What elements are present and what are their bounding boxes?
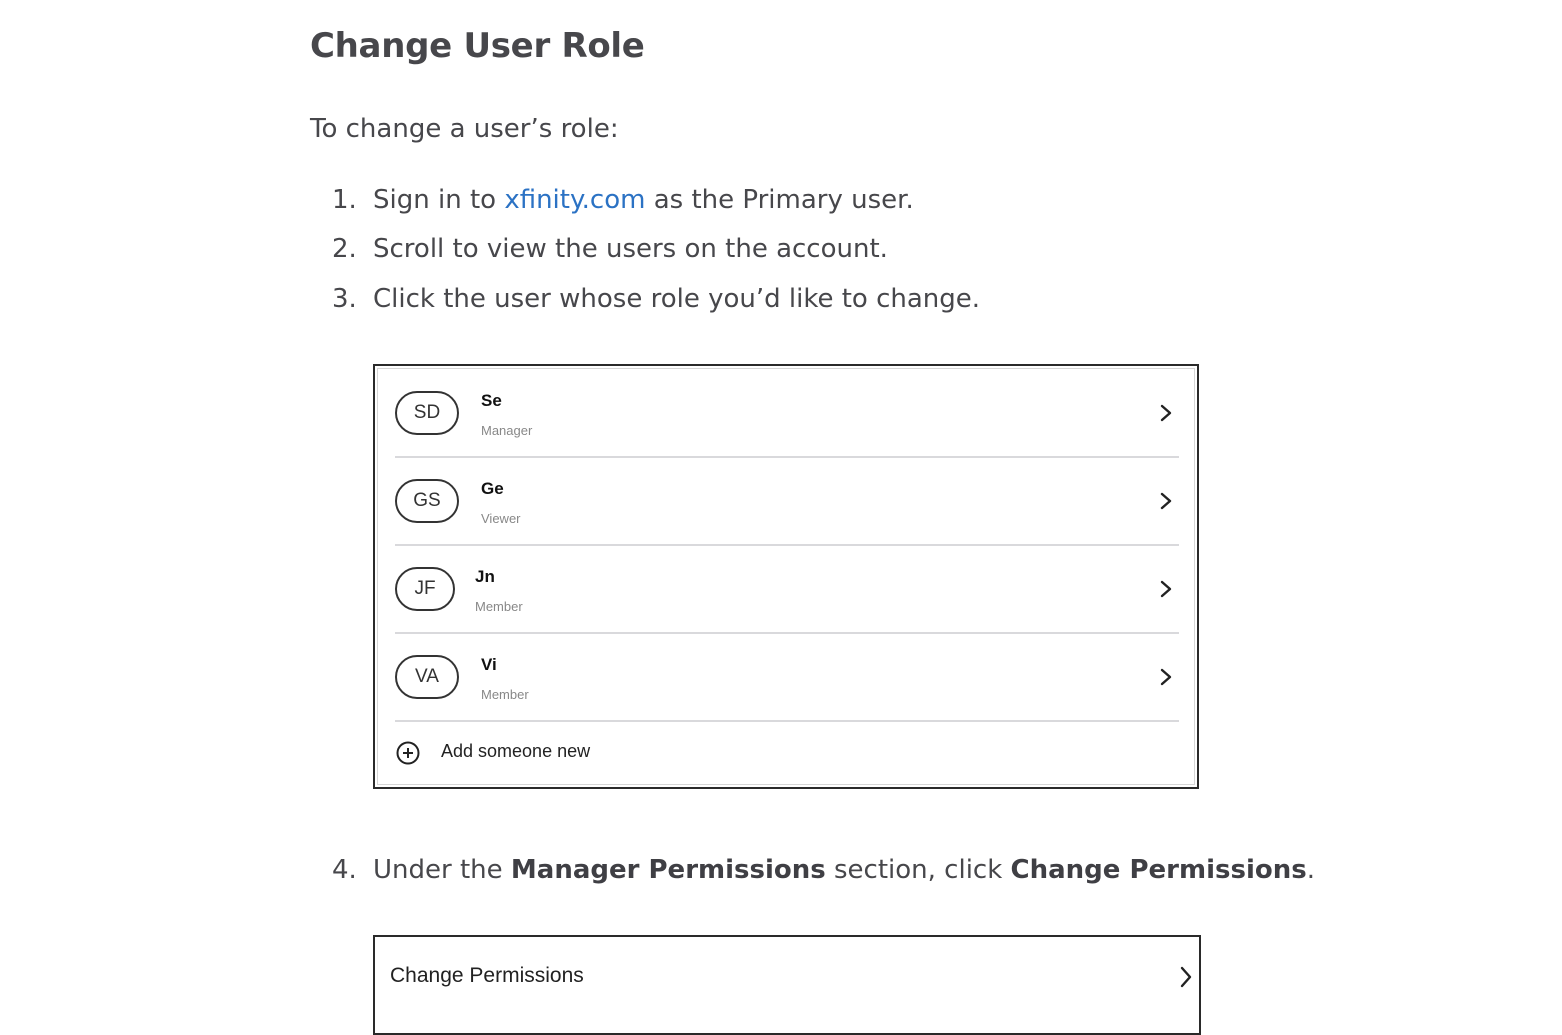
user-role: Member	[475, 599, 523, 614]
xfinity-link[interactable]: xfinity.com	[504, 185, 646, 215]
user-role: Member	[481, 687, 529, 702]
user-role: Viewer	[481, 511, 521, 526]
step-number: 1.	[332, 185, 357, 215]
chevron-right-icon[interactable]	[1179, 965, 1193, 989]
manager-permissions-bold: Manager Permissions	[510, 855, 826, 885]
change-permissions-bold: Change Permissions	[1010, 855, 1307, 885]
step-text-part: as the Primary user.	[645, 185, 914, 215]
add-someone-new-label: Add someone new	[441, 741, 591, 761]
step-number: 2.	[332, 234, 357, 264]
chevron-right-icon[interactable]	[1159, 403, 1173, 423]
chevron-right-icon[interactable]	[1159, 491, 1173, 511]
user-name: Ge	[481, 479, 504, 498]
step-text-part: .	[1306, 855, 1315, 885]
step-text-part: Sign in to	[373, 185, 505, 215]
user-name: Se	[481, 391, 502, 410]
step-text	[373, 855, 1315, 885]
user-role: Manager	[481, 423, 533, 438]
user-row[interactable]	[395, 458, 1179, 546]
intro-text: To change a user’s role:	[310, 114, 619, 144]
add-someone-new-button[interactable]	[395, 734, 995, 774]
step-text: Click the user whose role you’d like to change.	[373, 284, 981, 314]
user-name: Vi	[481, 655, 497, 674]
chevron-right-icon[interactable]	[1159, 667, 1173, 687]
step-text-part: Under the	[373, 855, 511, 885]
avatar: VA	[395, 655, 459, 699]
change-permissions-screenshot[interactable]	[373, 935, 1201, 1035]
chevron-right-icon[interactable]	[1159, 579, 1173, 599]
users-list-screenshot	[373, 364, 1199, 789]
step-text-part: section, click	[825, 855, 1011, 885]
avatar: SD	[395, 391, 459, 435]
user-row[interactable]	[395, 370, 1179, 458]
step-number: 4.	[332, 855, 357, 885]
avatar: JF	[395, 567, 455, 611]
step-number: 3.	[332, 284, 357, 314]
user-row[interactable]	[395, 546, 1179, 634]
plus-circle-icon	[395, 740, 421, 766]
step-text: Scroll to view the users on the account.	[373, 234, 888, 264]
avatar: GS	[395, 479, 459, 523]
user-name: Jn	[475, 567, 495, 586]
user-row[interactable]	[395, 634, 1179, 722]
page-title: Change User Role	[310, 26, 645, 66]
change-permissions-label: Change Permissions	[390, 964, 584, 987]
step-text	[373, 185, 914, 215]
